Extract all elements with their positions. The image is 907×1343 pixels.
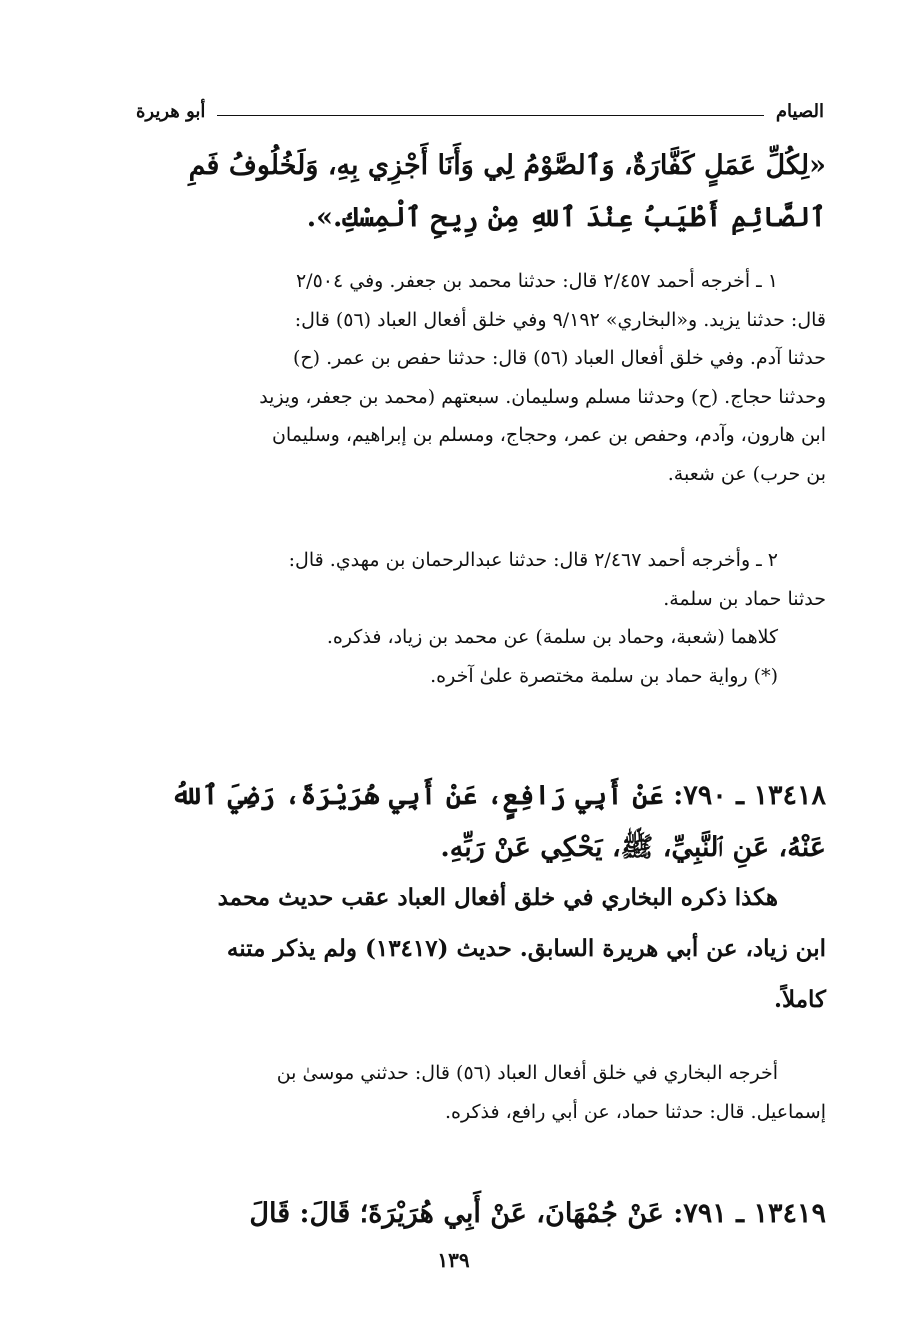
note-line: ٢ ـ وأخرجه أحمد ٢/٤٦٧ قال: حدثنا عبدالرحمان بن مهدي. قال: <box>288 549 778 571</box>
chapter-title: الصيام <box>775 100 824 122</box>
takhrij-notes-3 <box>132 1054 826 1131</box>
page-number: ١٣٩ <box>437 1248 470 1272</box>
takhrij-notes-1 <box>132 262 826 493</box>
hadith-line: ١٣٤١٨ ـ ٧٩٠: عَنْ أَبِي رَافِعٍ، عَنْ أَبِي هُرَيْرَةَ، رَضِيَ ٱللهُ <box>170 780 826 811</box>
note-line: ١ ـ أخرجه أحمد ٢/٤٥٧ قال: حدثنا محمد بن جعفر. وفي ٢/٥٠٤ <box>295 270 778 292</box>
note-remark: (*) رواية حماد بن سلمة مختصرة علىٰ آخره. <box>430 664 778 687</box>
note-line: حدثنا آدم. وفي خلق أفعال العباد (٥٦) قال: حدثنا حفص بن عمر. (ح) <box>292 347 826 369</box>
commentary-paragraph <box>132 872 826 1025</box>
narrator-title: أبو هريرة <box>136 100 206 122</box>
commentary-line: هكذا ذكره البخاري في خلق أفعال العباد عقب حديث محمد <box>217 884 778 911</box>
running-header <box>136 96 824 126</box>
hadith-text-3 <box>132 1188 826 1240</box>
note-line: ابن هارون، وآدم، وحفص بن عمر، وحجاج، ومسلم بن إبراهيم، وسليمان <box>271 424 826 446</box>
takhrij-notes-2 <box>132 541 826 695</box>
hadith-line: ٱلصَّائِمِ أَطْيَبُ عِنْدَ ٱللهِ مِنْ رِيحِ ٱلْمِسْكِ.». <box>306 202 826 233</box>
commentary-line: ابن زياد، عن أبي هريرة السابق. حديث (١٣٤١٧) ولم يذكر متنه <box>226 935 826 962</box>
note-line: وحدثنا حجاج. (ح) وحدثنا مسلم وسليمان. سبعتهم (محمد بن جعفر، ويزيد <box>259 385 826 408</box>
commentary-line: كاملاً. <box>773 986 826 1013</box>
header-rule <box>217 115 763 116</box>
hadith-line: «لِكُلِّ عَمَلٍ كَفَّارَةٌ، وَٱلصَّوْمُ لِي وَأَنَا أَجْزِي بِهِ، وَلَخُلُوفُ فَمِ <box>188 150 826 181</box>
note-summary: كلاهما (شعبة، وحماد بن سلمة) عن محمد بن زياد، فذكره. <box>326 626 778 648</box>
hadith-line: عَنْهُ، عَنِ ٱلنَّبِيِّ، ﷺ، يَحْكِي عَنْ رَبِّهِ. <box>440 832 826 863</box>
hadith-text-2 <box>132 770 826 874</box>
note-line: أخرجه البخاري في خلق أفعال العباد (٥٦) قال: حدثني موسىٰ بن <box>276 1062 778 1084</box>
note-line: بن حرب) عن شعبة. <box>667 462 826 485</box>
note-line: حدثنا حماد بن سلمة. <box>663 587 826 610</box>
hadith-line: ١٣٤١٩ ـ ٧٩١: عَنْ جُمْهَانَ، عَنْ أَبِي هُرَيْرَةَ؛ قَالَ: قَالَ <box>249 1198 826 1229</box>
note-line: إسماعيل. قال: حدثنا حماد، عن أبي رافع، فذكره. <box>444 1100 826 1123</box>
note-line: قال: حدثنا يزيد. و«البخاري» ٩/١٩٢ وفي خلق أفعال العباد (٥٦) قال: <box>294 308 826 331</box>
hadith-text-1 <box>132 140 826 244</box>
